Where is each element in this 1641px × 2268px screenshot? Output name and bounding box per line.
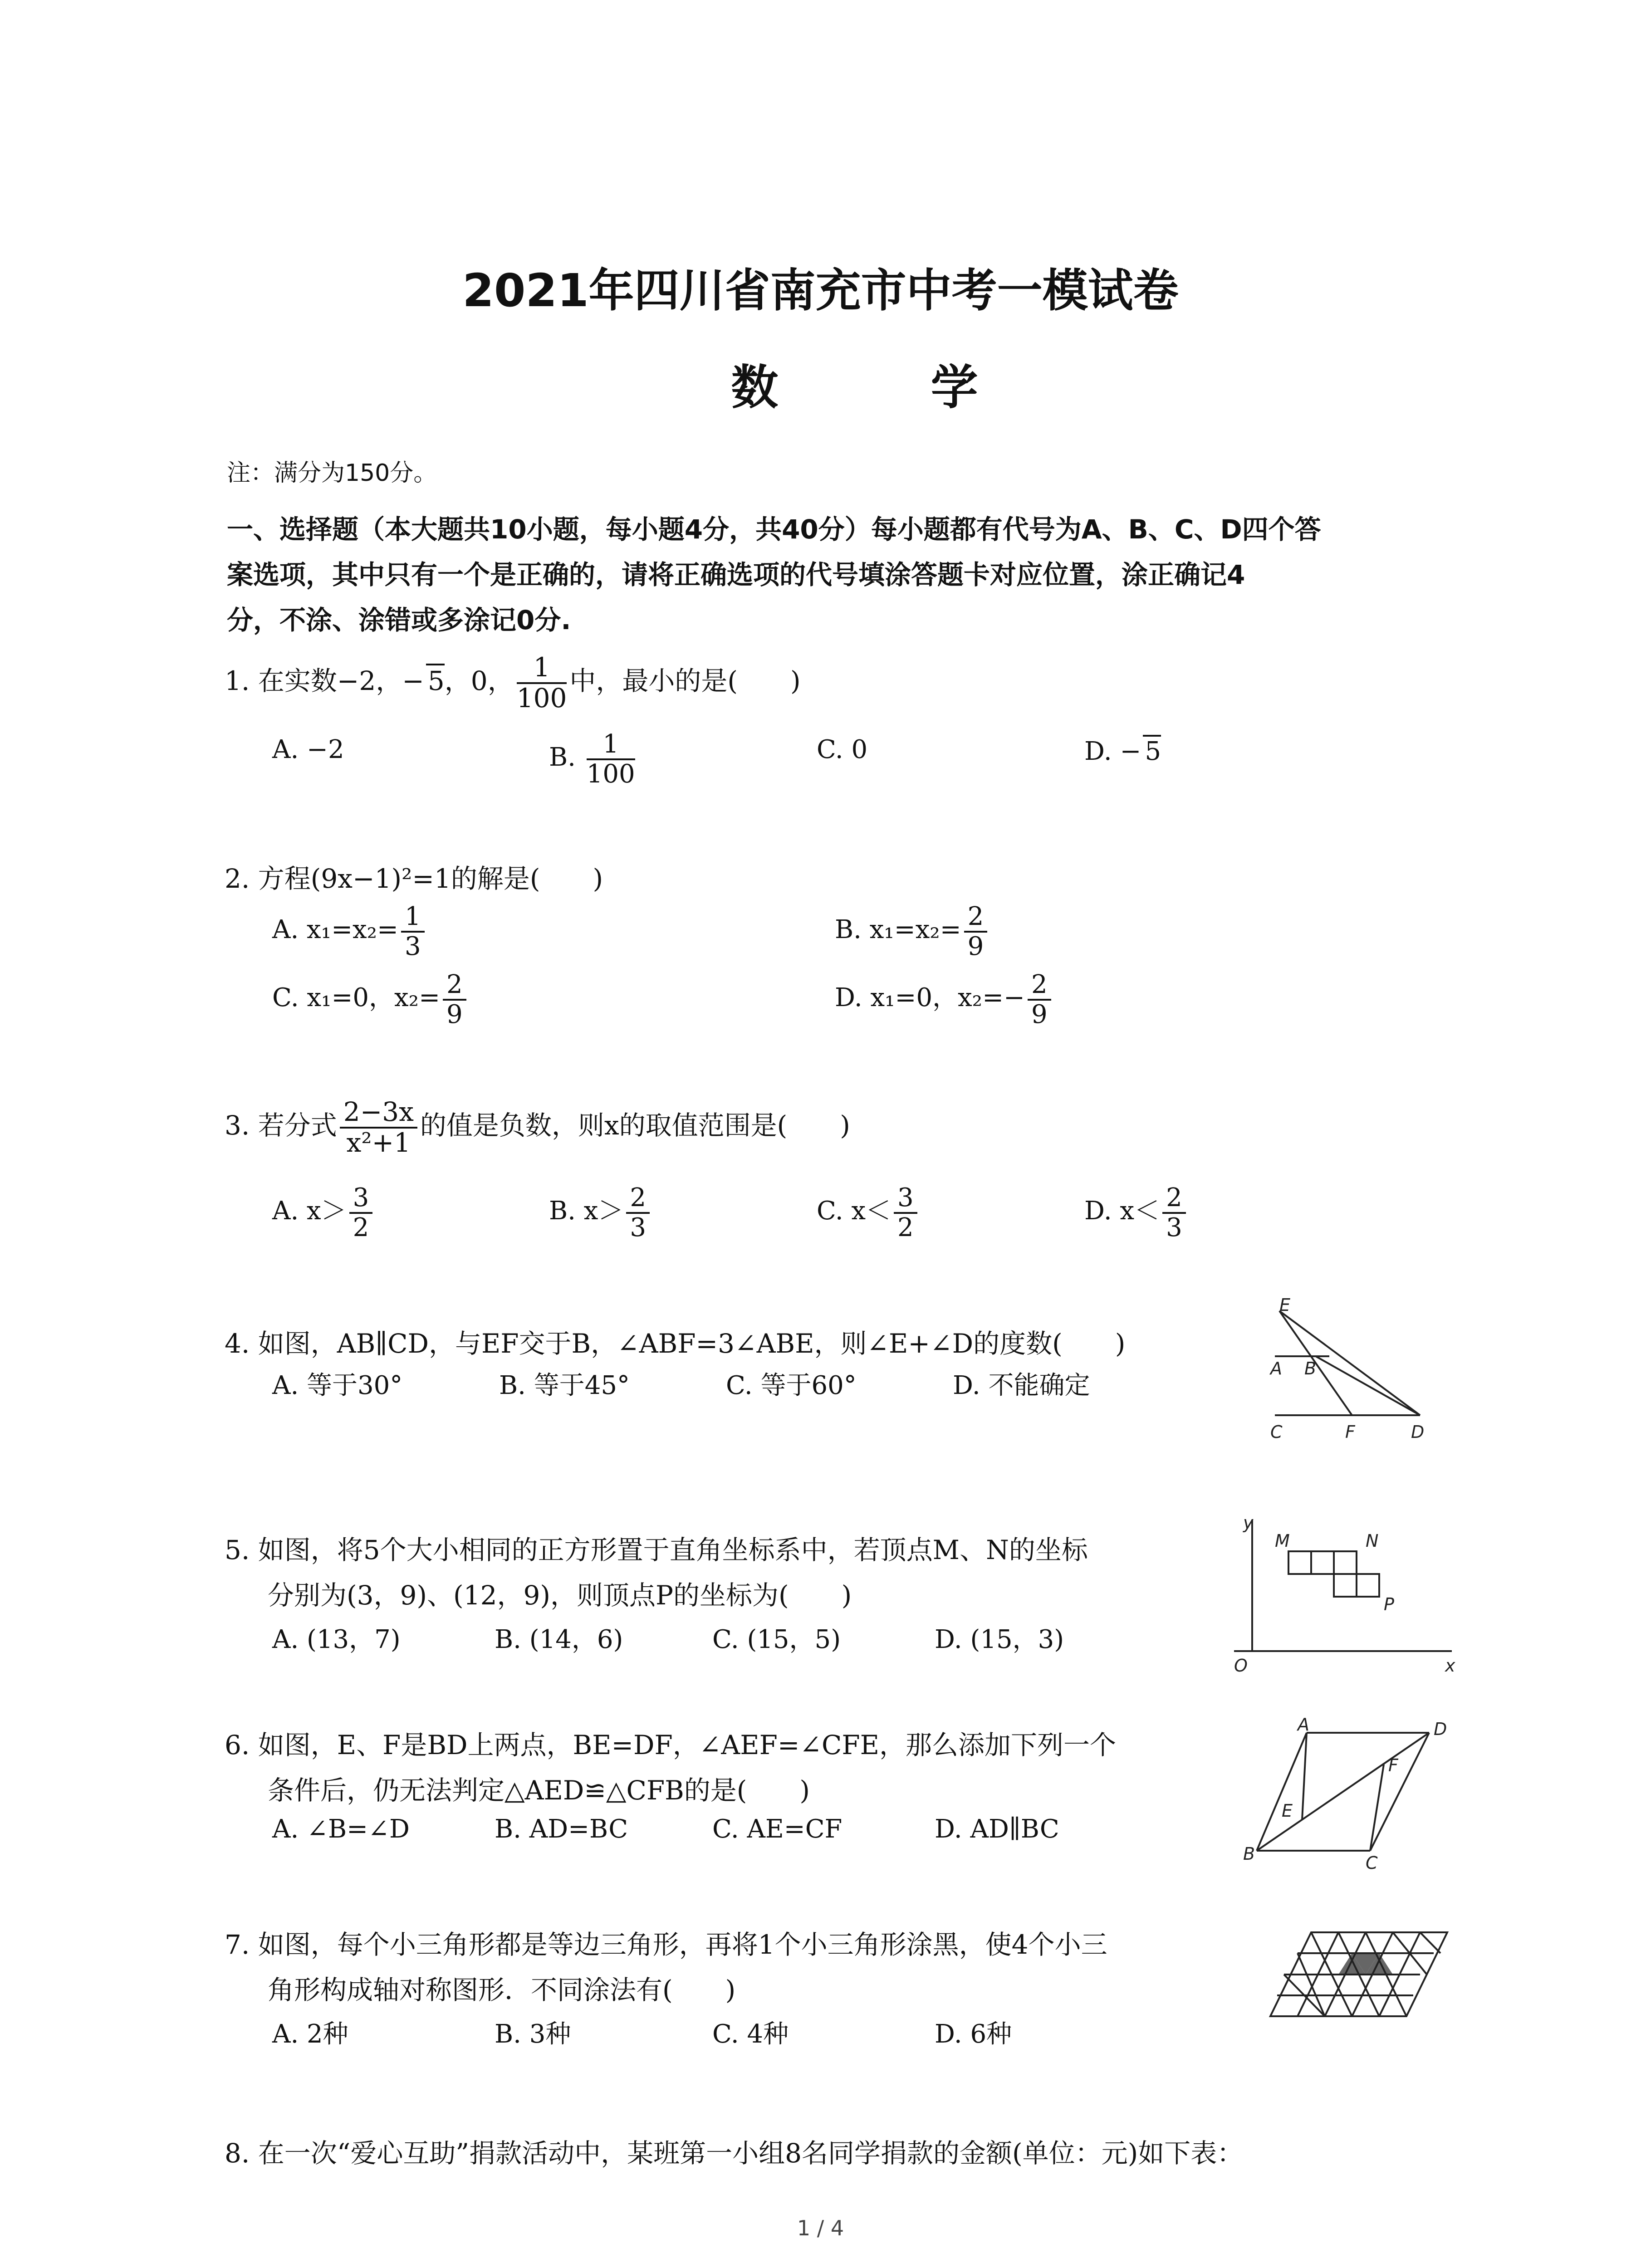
q3-b-label: B. x＞: [549, 1196, 624, 1226]
q3-b-num: 2: [626, 1184, 650, 1214]
q4-option-b: B. 等于45°: [499, 1371, 630, 1400]
q3-option-d: [1084, 1184, 1189, 1242]
q5-option-b: B. (14，6): [495, 1625, 623, 1654]
q3-frac-num: 2−3x: [340, 1098, 417, 1129]
q4-figure: [1261, 1293, 1470, 1465]
q2-a-den: 3: [404, 931, 421, 961]
q4-option-c: C. 等于60°: [726, 1371, 857, 1400]
q7-number: 7.: [225, 1929, 250, 1960]
q4-stem-text: 如图，AB∥CD，与EF交于B，∠ABF=3∠ABE，则∠E+∠D的度数( ): [258, 1328, 1126, 1359]
q3-a-num: 3: [349, 1184, 373, 1214]
q2-b-label: B. x₁=x₂=: [835, 915, 961, 945]
q5-label-o: O: [1234, 1656, 1248, 1676]
subject-title: 数 学: [731, 360, 1046, 415]
q1-frac-den: 100: [516, 682, 567, 714]
q3-stem: [225, 1098, 850, 1158]
q3-fraction: [340, 1098, 417, 1158]
q2-a-fraction: [401, 903, 425, 960]
q3-a-den: 2: [353, 1212, 369, 1242]
section1-line2: 案选项，其中只有一个是正确的，请将正确选项的代号填涂答题卡对应位置，涂正确记4: [227, 559, 1245, 590]
q2-option-d: [835, 971, 1054, 1028]
q6-option-b: B. AD=BC: [495, 1814, 628, 1844]
q1-stem-a: 在实数−2，−: [258, 665, 424, 696]
q2-a-num: 1: [401, 903, 425, 933]
q3-a-fraction: [349, 1184, 373, 1242]
q6-label-c: C: [1366, 1853, 1378, 1873]
q3-option-a: [272, 1184, 375, 1242]
q6-option-c: C. AE=CF: [712, 1814, 843, 1844]
q1-stem-b: ，0，: [444, 665, 514, 696]
q2-b-fraction: [964, 903, 988, 960]
q1-option-d-label: D. −: [1084, 737, 1141, 766]
q1-option-b-fraction: [587, 730, 635, 788]
q4-stem: [225, 1322, 1125, 1360]
q8-stem: [225, 2132, 1243, 2170]
q5-number: 5.: [225, 1535, 250, 1565]
q3-stem-b: 的值是负数，则x的取值范围是( ): [420, 1110, 850, 1141]
q2-a-label: A. x₁=x₂=: [272, 915, 398, 945]
q2-d-fraction: [1028, 971, 1051, 1028]
q2-option-c: [272, 971, 469, 1028]
q3-c-num: 3: [894, 1184, 917, 1214]
q2-b-den: 9: [967, 931, 984, 961]
section1-line1: 一、选择题（本大题共10小题，每小题4分，共40分）每小题都有代号为A、B、C、D四个答: [227, 514, 1321, 545]
q5-stem-line1: [225, 1529, 1088, 1567]
q5-option-a: A. (13，7): [272, 1625, 401, 1654]
q2-c-den: 9: [446, 999, 463, 1029]
q1-option-c: C. 0: [817, 735, 868, 764]
q6-option-a: A. ∠B=∠D: [272, 1814, 410, 1844]
q3-c-fraction: [894, 1184, 917, 1242]
q5-label-m: M: [1275, 1531, 1290, 1551]
q1-frac-num: 1: [517, 653, 567, 684]
q6-stem1: 如图，E、F是BD上两点，BE=DF，∠AEF=∠CFE，那么添加下列一个: [258, 1730, 1117, 1760]
page-number: 1 / 4: [797, 2216, 844, 2240]
page-title: 2021年四川省南充市中考一模试卷: [462, 264, 1179, 317]
q6-figure: [1239, 1715, 1456, 1878]
q7-stem-line1: [225, 1923, 1107, 1961]
q2-c-fraction: [443, 971, 466, 1028]
q2-stem: [225, 857, 603, 895]
q5-label-n: N: [1366, 1531, 1379, 1551]
q2-d-label: D. x₁=0，x₂=−: [835, 983, 1025, 1013]
q3-b-fraction: [626, 1184, 650, 1242]
q4-label-a: A: [1270, 1359, 1282, 1378]
q3-number: 3.: [225, 1110, 250, 1141]
q3-d-num: 2: [1162, 1184, 1186, 1214]
q4-label-d: D: [1411, 1422, 1425, 1442]
q5-label-y: y: [1243, 1515, 1254, 1533]
q5-figure: [1225, 1515, 1461, 1678]
q6-label-a: A: [1298, 1715, 1309, 1735]
q6-label-b: B: [1243, 1844, 1255, 1864]
q8-stem-text: 在一次“爱心互助”捐款活动中，某班第一小组8名同学捐款的金额(单位：元)如下表：: [258, 2138, 1244, 2169]
q5-stem1: 如图，将5个大小相同的正方形置于直角坐标系中，若顶点M、N的坐标: [258, 1535, 1088, 1565]
q7-triangle-grid-figure: [1261, 1914, 1461, 2032]
q1-number: 1.: [225, 665, 250, 696]
q1-option-b: [549, 730, 638, 788]
q7-option-a: A. 2种: [272, 2019, 348, 2049]
q4-option-d: D. 不能确定: [953, 1371, 1090, 1400]
q7-option-c: C. 4种: [712, 2019, 789, 2049]
q1-option-b-label: B.: [549, 743, 576, 772]
q4-label-f: F: [1345, 1422, 1355, 1442]
q3-stem-a: 若分式: [258, 1110, 337, 1141]
q2-b-num: 2: [964, 903, 988, 933]
q2-option-b: [835, 903, 990, 960]
q1-option-d: [1084, 735, 1161, 766]
q5-option-d: D. (15，3): [935, 1625, 1064, 1654]
q4-label-c: C: [1270, 1422, 1283, 1442]
q7-stem1: 如图，每个小三角形都是等边三角形，再将1个小三角形涂黑，使4个小三: [258, 1929, 1107, 1960]
q3-d-fraction: [1162, 1184, 1186, 1242]
q4-option-a: A. 等于30°: [272, 1371, 403, 1400]
q2-number: 2.: [225, 863, 250, 894]
q4-number: 4.: [225, 1328, 250, 1359]
q7-stem2: 角形构成轴对称图形．不同涂法有( ): [268, 1975, 736, 2005]
q7-option-b: B. 3种: [495, 2019, 571, 2049]
q5-label-p: P: [1384, 1594, 1394, 1614]
q2-stem-text: 方程(9x−1)²=1的解是( ): [258, 863, 603, 894]
q1-fraction: [517, 653, 567, 713]
q3-b-den: 3: [630, 1212, 646, 1242]
q1-stem: [225, 653, 801, 713]
q5-label-x: x: [1445, 1656, 1455, 1676]
q4-label-e: E: [1279, 1295, 1291, 1315]
q2-c-label: C. x₁=0，x₂=: [272, 983, 440, 1013]
q7-option-d: D. 6种: [935, 2019, 1012, 2049]
q1-b-den: 100: [586, 759, 635, 789]
score-note: 注：满分为150分。: [227, 459, 437, 487]
q1-stem-c: 中，最小的是( ): [569, 665, 801, 696]
q6-stem-line1: [225, 1724, 1116, 1762]
q6-stem2: 条件后，仍无法判定△AED≌△CFB的是( ): [268, 1775, 810, 1806]
q3-option-c: [817, 1184, 920, 1242]
q6-label-f: F: [1388, 1755, 1398, 1775]
q2-d-num: 2: [1028, 971, 1051, 1001]
q5-option-c: C. (15，5): [712, 1625, 841, 1654]
section1-line3: 分，不涂、涂错或多涂记0分.: [227, 605, 571, 635]
q3-d-label: D. x＜: [1084, 1196, 1160, 1226]
q2-d-den: 9: [1031, 999, 1048, 1029]
q3-option-b: [549, 1184, 652, 1242]
q2-option-a: [272, 903, 427, 960]
q3-a-label: A. x＞: [272, 1196, 347, 1226]
q6-option-d: D. AD∥BC: [935, 1814, 1059, 1844]
q8-number: 8.: [225, 2138, 250, 2169]
q4-label-b: B: [1304, 1359, 1317, 1378]
q3-d-den: 3: [1166, 1212, 1182, 1242]
q3-frac-den: x²+1: [346, 1127, 411, 1158]
q5-stem2: 分别为(3，9)、(12，9)，则顶点P的坐标为( ): [268, 1580, 852, 1611]
q6-label-e: E: [1282, 1801, 1293, 1821]
q1-option-a: A. −2: [272, 735, 344, 764]
q2-c-num: 2: [443, 971, 466, 1001]
q6-number: 6.: [225, 1730, 250, 1760]
q6-label-d: D: [1434, 1719, 1447, 1739]
q3-c-den: 2: [897, 1212, 914, 1242]
q1-sqrt: 5: [426, 664, 445, 696]
q1-option-d-sqrt: 5: [1143, 735, 1161, 766]
q1-b-num: 1: [587, 730, 635, 760]
q3-c-label: C. x＜: [817, 1196, 892, 1226]
